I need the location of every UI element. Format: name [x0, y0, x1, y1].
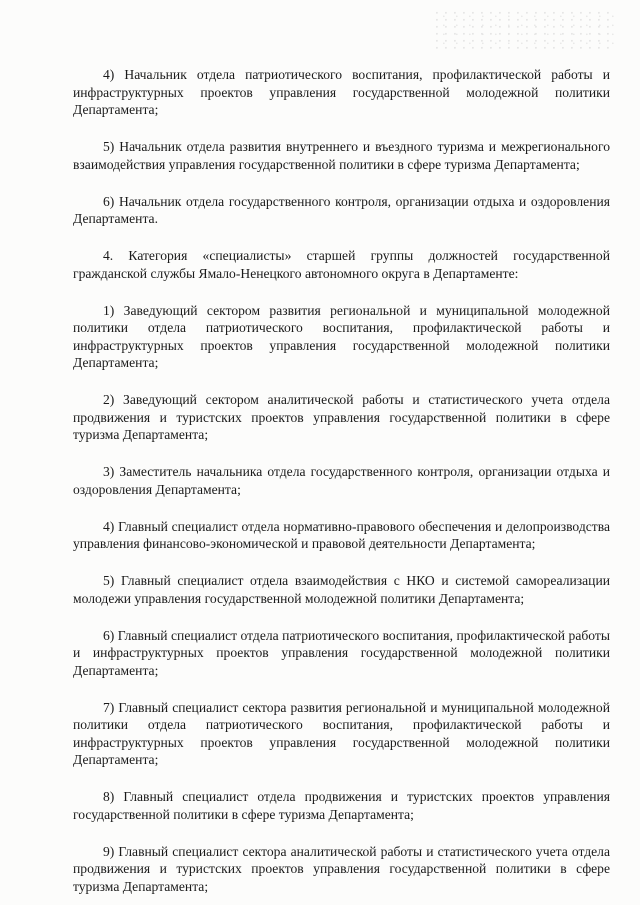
list-item-spec-6: 6) Главный специалист отдела патриотического воспитания, профилактической работы и инфраструктурных проектов управления государственной молодежной политики Департамента;	[73, 627, 610, 678]
list-item-spec-9: 9) Главный специалист сектора аналитической работы и статистического учета отдела продвижения и туристских проектов управления государственной политики в сфере туризма Департамента;	[73, 843, 610, 894]
list-item-spec-7: 7) Главный специалист сектора развития региональной и муниципальной молодежной политики отдела патриотического воспитания, профилактической работы и инфраструктурных проектов управления государственной молодежной политики Департамента;	[73, 699, 610, 767]
list-item-head-4: 4) Начальник отдела патриотического воспитания, профилактической работы и инфраструктурных проектов управления государственной молодежной политики Департамента;	[73, 67, 610, 117]
scan-artifact	[436, 10, 616, 50]
list-item-spec-4: 4) Главный специалист отдела нормативно-правового обеспечения и делопроизводства управления финансово-экономической и правовой деятельности Департамента;	[73, 518, 610, 551]
list-item-spec-3: 3) Заместитель начальника отдела государственного контроля, организации отдыха и оздоровления Департамента;	[73, 464, 610, 497]
section-4-heading: 4. Категория «специалисты» старшей группы должностей государственной гражданской службы Ямало-Ненецкого автономного округа в Департаменте:	[73, 248, 610, 281]
list-item-spec-2: 2) Заведующий сектором аналитической работы и статистического учета отдела продвижения и туристских проектов управления государственной политики в сфере туризма Департамента;	[73, 392, 610, 442]
list-item-head-5: 5) Начальник отдела развития внутреннего и въездного туризма и межрегионального взаимодействия управления государственной политики в сфере туризма Департамента;	[73, 139, 610, 172]
list-item-spec-8: 8) Главный специалист отдела продвижения и туристских проектов управления государственной политики в сфере туризма Департамента;	[73, 789, 610, 822]
list-item-head-6: 6) Начальник отдела государственного контроля, организации отдыха и оздоровления Департамента.	[73, 193, 610, 226]
list-item-spec-1: 1) Заведующий сектором развития региональной и муниципальной молодежной политики отдела патриотического воспитания, профилактической работы и инфраструктурных проектов управления государственной молодежной политики Департамента;	[73, 302, 610, 370]
list-item-spec-5: 5) Главный специалист отдела взаимодействия с НКО и системой самореализации молодежи управления государственной молодежной политики Департамента;	[73, 573, 610, 606]
